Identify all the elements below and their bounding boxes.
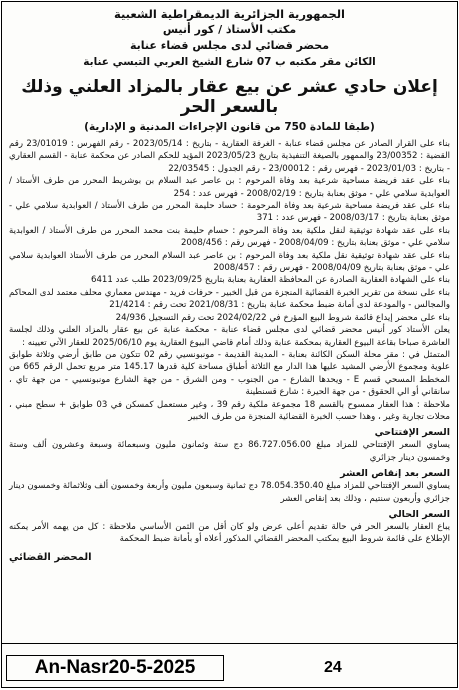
paragraph-sale-conditions: بناء على محضر إيداع قائمة شروط البيع المؤرخ في 2024/02/22 تحت رقم التسجيل 24/936 xyxy=(115,312,450,323)
page-footer xyxy=(2,643,457,687)
paragraph-auction-notice: يعلن الأستاذ كور أنيس محضر قضائي لدى مجلس قضاء عنابة - محكمة عنابة عن بيع عقار بالمزاد العلني وذلك لجلسة العاشرة صباحا بقاعة البيوع العقارية بمحكمة عنابة وذلك أمام قاضي البيوع العقارية يوم 2025/06/10 للعقار الآتي تعيينه : xyxy=(9,325,450,348)
letterhead xyxy=(9,6,450,70)
current-price-heading: السعر الحالي xyxy=(388,508,450,520)
bailiff-title: محضر قضائي لدى مجلس قضاء عنابة xyxy=(129,39,330,52)
paragraph-deed-3: بناء على عقد شهادة توثيقية لنقل ملكية بعد وفاة المرحوم : حسام حليمة بنت محمد المحرر من طرف الأستاذ / العوابدية سلامي علي - موثق بعنابة بتاريخ : 2008/04/09 - فهرس رقم : 2008/456 xyxy=(9,225,450,249)
opening-price-heading: السعر الإفتتاحي xyxy=(374,427,450,439)
newspaper-page xyxy=(1,1,458,688)
paragraph-deed-4: بناء على عقد شهادة توثيقية نقل ملكية بعد وفاة المرحوم : بن عاصر عبد السلام المحرر من طرف الأستاذ العوابدية سلامي علي - موثق بعنابة بتاريخ 2008/04/09 - فهرس رقم : 2008/457 xyxy=(9,250,450,274)
paragraph-expert-report: بناء على نسخة من تقرير الخبرة القضائية المنجزة من قبل الخبير - حرفات فريد - مهندس معماري محلف معتمد لدى المحاكم والمجالس - والمودعة لدى أمانة ضبط محكمة عنابة بتاريخ : 2021/08/31 تحت رقم : 21/4214 xyxy=(9,287,450,311)
paragraph-court-decision: بناء على القرار الصادر عن مجلس قضاء عنابة - الغرفة العقارية - بتاريخ : 2023/05/14 - رقم الفهرس : 23/01019 رقم القضية : 23/00352 والممهور بالصيغة التنفيذية بتاريخ 2023/05/23 المؤيد للحكم الصادر عن محكمة عنابة - القسم العقاري - بتاريخ : 2023/01/03 - فهرس رقم : 23/00012 - رقم الجدول : 22/03545 xyxy=(9,139,450,174)
legal-reference: (طبقا للمادة 750 من قانون الإجراءات المدنية و الإدارية) xyxy=(84,121,375,133)
announcement-title: إعلان حادي عشر عن بيع عقار بالمزاد العلني وذلك بالسعر الحر xyxy=(21,77,438,117)
paragraph-deed-1: بناء على عقد فريضة مساحية شرعية بعد وفاة المرحوم : بن عاصر عبد السلام بن بوشريط المحرر من طرف الأستاذ / العوابدية سلامي علي - موثق بعنابة بتاريخ : 2008/02/19 - فهرس عدد : 254 xyxy=(9,176,450,199)
page-number: 24 xyxy=(324,659,342,676)
office-address: الكائن مقر مكتبه ب 07 شارع الشيخ العربي التبسي عنابة xyxy=(83,56,376,68)
paragraph-deed-2: بناء على عقد فريضة مساحية شرعية بعد وفاة المرحومة : حساد حليمة المحرر من طرف الأستاذ / العوابدية سلامي علي - موثق بعنابة بتاريخ : 2008/03/17 - فهرس عدد : 371 xyxy=(9,201,450,224)
paragraph-property-description: المتمثل في : مقر محلة السكن الكائنة بعنابة - المدينة القديمة - مونبونسيي رقم 02 تتكون من طابق أرضي وثلاثة طوابق علوية ومجموع الأرضي المشيد عليها هذا الدار مع الثلاثة أطباق مساحة كلية قدرها 145.17 متر مربع تحمل الرقم 665 من المخطط المسحي قسم E - ويحدها الشارع - من الجنوب - ومن الشرق - من جهة الشارع مونبونسيي - من جهة تاي ، سانقاني أو الي الحقوق - من جهة الحيرة : شارع قسنطينة xyxy=(9,349,450,398)
newspaper-date-label: An-Nasr20-5-2025 xyxy=(6,655,224,681)
current-price-text: يباع العقار بالسعر الحر في حالة تقديم أعلى عرض ولو كان أقل من الثمن الأساسي ملاحظة : كل من يهمه الأمر يمكنه الإطلاع على قائمة شروط البيع بمكتب المحضر القضائي المذكور أعلاه أو بأمانة ضبط المحكمة xyxy=(9,521,450,545)
opening-price-text: يساوي السعر الإفتتاحي للمزاد مبلغ 86.727.056.00 دج ستة وثمانون مليون وسبعمائة وسبعة وعشرون ألف وستة وخمسون دينار جزائري xyxy=(9,440,450,463)
reduced-price-heading: السعر بعد إنقاص العشر xyxy=(340,468,450,480)
announcement xyxy=(2,2,457,642)
paragraph-land-certificate: بناء على الشهادة العقارية الصادرة عن المحافظة العقارية بعنابة بتاريخ 2023/09/25 طلب عدد 6411 xyxy=(90,275,450,286)
reduced-price-text: يساوي السعر الإفتتاحي للمزاد مبلغ 78.054.350.40 دج ثمانية وسبعون مليون وأربعة وخمسون ألف وثلاثمائة وخمسون دينار جزائري وأربعون سنتيم ، وذلك بعد إنقاص العشر xyxy=(9,481,450,504)
paragraph-note: ملاحظة : هذا العقار ممسوح بالقسم 18 مجموعة ملكية رقم 39 ، وغير مستعمل كمسكن في 03 طوابق + سطح مبني ، محلات تجارية وغير ، وهذا حسب الخبرة القضائية المنجزة من طرف الخبير xyxy=(9,399,450,422)
signature: المحضر القضائي xyxy=(9,551,92,563)
republic-title: الجمهورية الجزائرية الديمقراطية الشعبية xyxy=(113,7,345,21)
office-name: مكتب الأستاذ / كور أنيس xyxy=(162,23,297,36)
